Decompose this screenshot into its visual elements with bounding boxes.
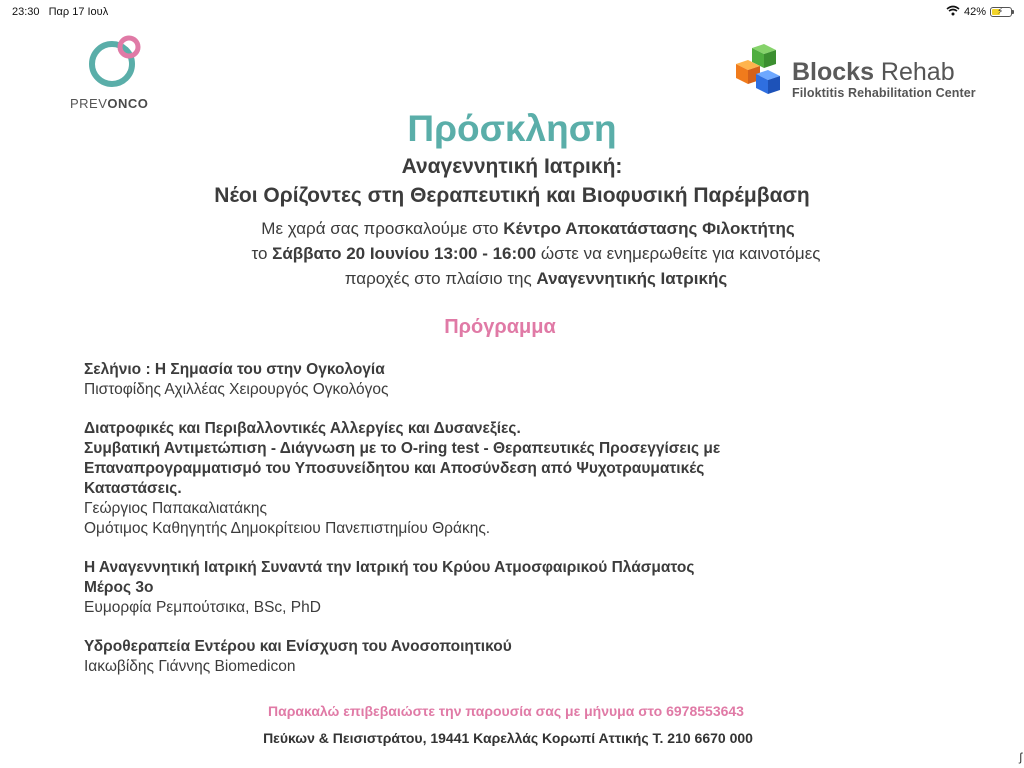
blocks-cubes-icon	[732, 44, 788, 100]
invitation-title: Πρόσκληση	[407, 108, 617, 149]
program-session	[84, 558, 884, 618]
session-title-line: Καταστάσεις.	[84, 480, 182, 497]
intro-line-2: το Σάββατο 20 Ιουνίου 13:00 - 16:00 ώστε να ενημερωθείτε για καινοτόμες	[251, 244, 821, 263]
session-speaker-line: Ευμορφία Ρεμπούτσικα, BSc, PhD	[84, 599, 321, 616]
session-title-line: Σελήνιο : Η Σημασία του στην Ογκολογία	[84, 361, 385, 378]
session-title-line: Συμβατική Αντιμετώπιση - Διάγνωση με το O-ring test - Θεραπευτικές Προσεγγίσεις με	[84, 440, 721, 457]
session-title-line: Διατροφικές και Περιβαλλοντικές Αλλεργίες και Δυσανεξίες.	[84, 420, 521, 437]
event-subtitle-line2: Νέοι Ορίζοντες στη Θεραπευτική και Βιοφυσική Παρέμβαση	[214, 184, 810, 207]
status-bar	[0, 0, 1024, 24]
wifi-icon	[946, 5, 960, 19]
venue-address: Πεύκων & Πεισιστράτου, 19441 Καρελλάς Κορωπί Αττικής Τ. 210 6670 000	[263, 730, 753, 746]
program-session	[84, 419, 884, 539]
event-subtitle-line1: Αναγεννητική Ιατρική:	[401, 155, 623, 178]
corner-mark: ʃ	[1019, 750, 1022, 764]
session-speaker-line: Ιακωβίδης Γιάννης Biomedicon	[84, 658, 296, 675]
session-title-line: Επαναπρογραμματισμό του Υποσυνείδητου και Αποσύνδεση από Ψυχοτραυματικές	[84, 460, 705, 477]
intro-line-1: Με χαρά σας προσκαλούμε στο Κέντρο Αποκατάστασης Φιλοκτήτης	[261, 219, 795, 238]
session-speaker-line: Ομότιμος Καθηγητής Δημοκρίτειου Πανεπιστημίου Θράκης.	[84, 520, 491, 537]
prevonco-wordmark: PREVONCO	[70, 96, 149, 111]
session-speaker-line: Πιστοφίδης Αχιλλέας Χειρουργός Ογκολόγος	[84, 381, 389, 398]
program-session	[84, 637, 884, 677]
program-session	[84, 360, 884, 400]
rsvp-note: Παρακαλώ επιβεβαιώστε την παρουσία σας με μήνυμα στο 6978553643	[268, 703, 744, 719]
status-date: Παρ 17 Ιουλ	[48, 6, 109, 18]
blocks-rehab-logo	[732, 44, 1002, 104]
intro-line-3: παροχές στο πλαίσιο της Αναγεννητικής Ιατρικής	[344, 269, 728, 288]
status-time: 23:30	[12, 6, 40, 18]
session-title-line: Η Αναγεννητική Ιατρική Συναντά την Ιατρική του Κρύου Ατμοσφαιρικού Πλάσματος	[84, 559, 695, 576]
session-speaker-line: Γεώργιος Παπακαλιατάκης	[84, 500, 267, 517]
session-title-line: Μέρος 3ο	[84, 579, 154, 596]
battery-percent: 42%	[963, 6, 986, 18]
battery-icon: ⚡	[990, 7, 1012, 17]
prevonco-rings-icon	[86, 34, 146, 94]
program-sessions	[84, 360, 884, 696]
program-heading: Πρόγραμμα	[444, 316, 556, 338]
blocks-rehab-name: Blocks Rehab	[792, 58, 955, 86]
blocks-rehab-subtitle: Filoktitis Rehabilitation Center	[792, 86, 976, 100]
prevonco-logo	[70, 34, 170, 114]
session-title-line: Υδροθεραπεία Εντέρου και Ενίσχυση του Ανοσοποιητικού	[84, 638, 512, 655]
